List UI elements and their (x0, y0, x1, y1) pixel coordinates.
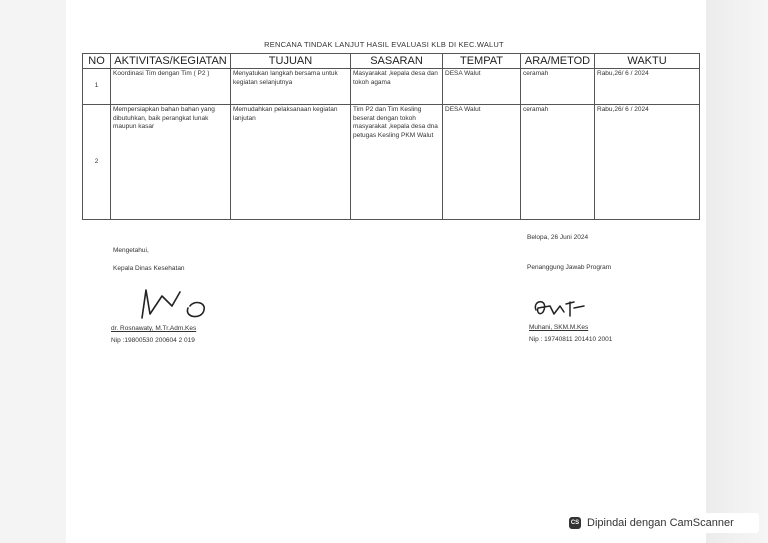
cell-no: 1 (83, 69, 111, 105)
column-header-aktivitas: AKTIVITAS/KEGIATAN (111, 54, 231, 69)
cell-waktu: Rabu,26/ 6 / 2024 (595, 105, 700, 220)
cell-aktivitas: Mempersiapkan bahan bahan yang dibutuhkan, baik perangkat lunak maupun kasar (111, 105, 231, 220)
signatory-name: dr. Rosnawaty, M.Tr.Adm.Kes (111, 325, 197, 332)
cell-tempat: DESA Walut (443, 105, 521, 220)
left-signature-scribble (128, 284, 218, 324)
cell-metode: ceramah (521, 69, 595, 105)
camscanner-text: Dipindai dengan CamScanner (587, 517, 734, 529)
cell-sasaran: Masyarakat ,kepala desa dan tokoh agama (351, 69, 443, 105)
cell-tujuan: Menyatukan langkah bersama untuk kegiatan selanjutnya (231, 69, 351, 105)
cell-no: 2 (83, 105, 111, 220)
place-date: Belopa, 26 Juni 2024 (527, 234, 589, 241)
table-header-row (83, 54, 700, 69)
cell-sasaran: Tim P2 dan Tim Kesling beserat dengan tokoh masyarakat ,kepala desa dna petugas Kesling PKM Walut (351, 105, 443, 220)
table-row (83, 69, 700, 105)
cell-tempat: DESA Walut (443, 69, 521, 105)
column-header-metode: ARA/METOD (521, 54, 595, 69)
column-header-no: NO (83, 54, 111, 69)
cell-tujuan: Memudahkan pelaksanaan kegiatan lanjutan (231, 105, 351, 220)
table-row (83, 105, 700, 220)
program-officer-name: Muhani, SKM.M.Kes (529, 324, 589, 331)
column-header-sasaran: SASARAN (351, 54, 443, 69)
scan-margin (706, 0, 768, 543)
column-header-tempat: TEMPAT (443, 54, 521, 69)
right-signature-scribble (530, 296, 600, 322)
column-header-waktu: WAKTU (595, 54, 700, 69)
column-header-tujuan: TUJUAN (231, 54, 351, 69)
cell-aktivitas: Koordinasi Tim dengan Tim ( P2 ) (111, 69, 231, 105)
camscanner-logo-icon: CS (569, 517, 581, 529)
cell-metode: ceramah (521, 105, 595, 220)
acknowledged-label: Mengetahui, (113, 247, 149, 254)
signatory-nip: Nip :19800530 200604 2 019 (111, 337, 195, 344)
action-plan-table (82, 53, 700, 220)
program-officer-nip: Nip : 19740811 201410 2001 (529, 336, 613, 343)
cell-waktu: Rabu,26/ 6 / 2024 (595, 69, 700, 105)
department-head-title: Kepala Dinas Kesehatan (113, 265, 185, 272)
document-title: RENCANA TINDAK LANJUT HASIL EVALUASI KLB DI KEC.WALUT (264, 40, 504, 49)
camscanner-badge (561, 513, 759, 533)
program-officer-title: Penanggung Jawab Program (527, 264, 612, 271)
